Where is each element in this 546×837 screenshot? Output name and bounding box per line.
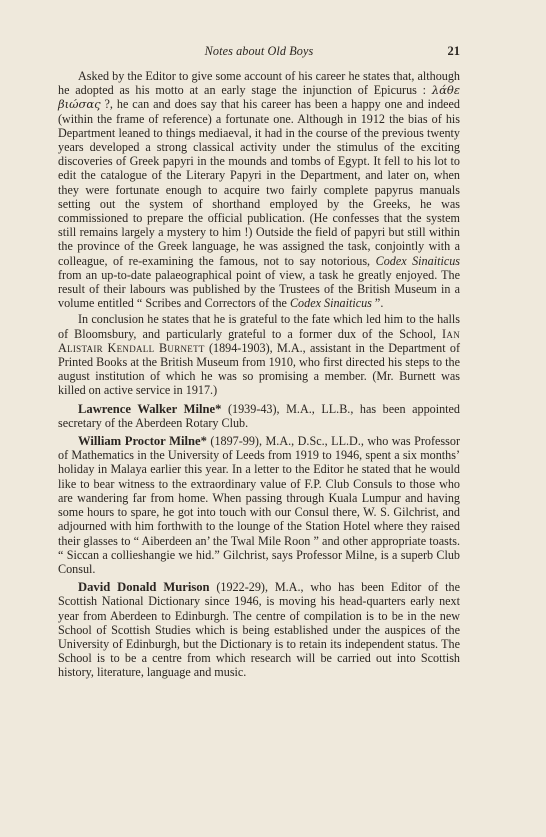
page-number: 21 <box>447 44 460 58</box>
paragraph-conclusion <box>58 312 460 397</box>
text-run: (1939-43), M.A., LL.B., has been appointed secretary of the Aberdeen Rotary Club. <box>58 401 460 430</box>
article-body <box>58 69 460 684</box>
person-name: Ian Alistair Kendall Burnett <box>58 326 460 355</box>
text-run: (1897-99), M.A., D.Sc., LL.D., who was Professor of Mathematics in the University of Leeds from 1919 to 1946, spent a six months’ holiday in Malaya earlier this year. In a letter to the Editor he stated that he would like to bear witness to the extraordinary value of F.P. Club Consuls to those who are wandering far from home. When passing through Kuala Lumpur and having some hours to spare, he got into touch with our Consul there, W. S. Gilchrist, and adjourned with him forthwith to the lounge of the Station Hotel where they raised their glasses to “ Aiberdeen an’ the Twal Mile Roon ” and other appropriate toasts. “ Siccan a collieshangie we hid.” Gilchrist, says Professor Milne, is a superb Club Consul. <box>58 434 460 576</box>
text-run: (1894-1903), M.A., assistant in the Department of Printed Books at the British Museum from 1910, who first directed his steps to the august institution of which he was so promising a member. (Mr. Burnett was killed on active service in 1917.) <box>58 340 460 398</box>
text-run: ?, he can and does say that his career has been a happy one and indeed (within the frame of reference) a fortunate one. Although in 1912 the bias of his Department leaned to things mediaeval, it had in the course of the previous twenty years developed a strong classical activity under the stimulus of the exciting discoveries of Greek papyri in the mounds and tombs of Egypt. It fell to his lot to edit the catalogue of the Literary Papyri in the Department, and later on, when they were fortunate enough to acquire two fairly complete papyrus manuals setting out the system of shorthand employed by the Greeks, he was commissioned to prepare the official publication. (He confesses that the system still remains largely a mystery to him !) Outside the field of papyri but still within the province of the Greek language, he was assigned the task, conjointly with a colleague, of re-examining the famous, not to say notorious, <box>58 97 460 268</box>
text-run: ”. <box>371 296 384 311</box>
paragraph-david-murison <box>58 580 460 679</box>
person-name: William Proctor Milne* <box>78 434 207 449</box>
paragraph-career <box>58 69 460 310</box>
text-run: In conclusion he states that he is grateful to the fate which led him to the halls of Bloomsbury, and particularly grateful to a former dux of the School, <box>58 312 460 341</box>
paragraph-lawrence-milne <box>58 402 460 430</box>
text-run: Asked by the Editor to give some account of his career he states that, although he adopted as his motto at an early stage the injunction of Epicurus : <box>58 69 460 98</box>
text-run: from an up-to-date palaeographical point of view, a task he greatly enjoyed. The result of their labours was published by the Trustees of the British Museum in a volume entitled “ Scribes and Correctors of the <box>58 267 460 311</box>
text-run: (1922-29), M.A., who has been Editor of the Scottish National Dictionary since 1946, is moving his head-quarters early next year from Aberdeen to Edinburgh. The centre of compilation is to be in the new School of Scottish Studies which is being established under the auspices of the University of Edinburgh, but the Dictionary is to retain its independent status. The School is to be a centre from which research will be carried out into Scottish history, literature, language and music. <box>58 580 460 680</box>
running-title: Notes about Old Boys <box>204 44 314 58</box>
paragraph-william-milne <box>58 434 460 576</box>
page-header <box>58 44 460 62</box>
person-name: David Donald Murison <box>78 580 210 595</box>
greek-motto: λάθε βιώσας <box>58 83 460 112</box>
codex-title: Codex Sinaiticus <box>289 296 372 311</box>
codex-title: Codex Sinaiticus <box>375 253 461 268</box>
person-name: Lawrence Walker Milne* <box>78 401 222 416</box>
